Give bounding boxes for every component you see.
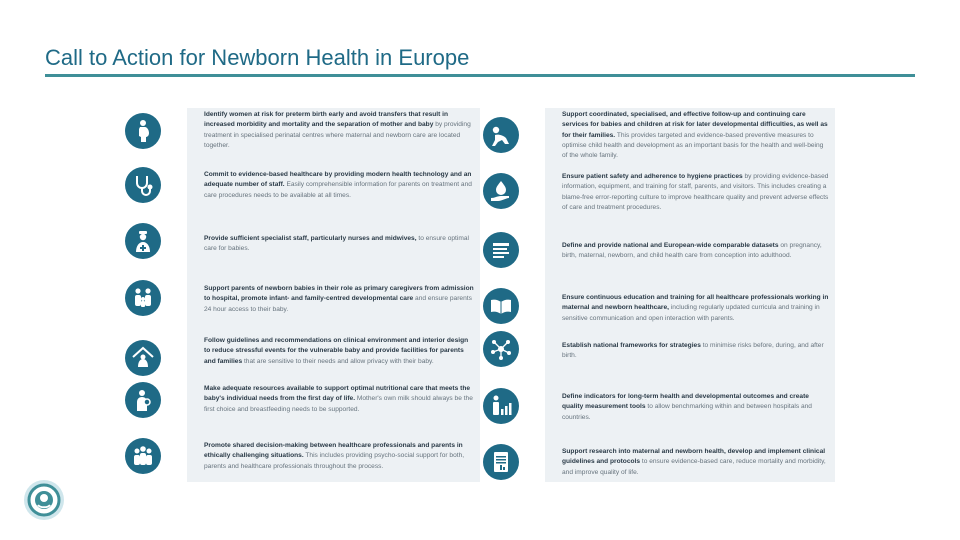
list-item: Promote shared decision-making between healthcare professionals and parents in ethically challenging situations. This includes providing psycho-social support for both, parents and healthcare professionals throughout the process. bbox=[204, 442, 465, 470]
list-item: Ensure continuous education and training for all healthcare professionals working in maternal and newborn healthcare, including regularly updated curricula and training in sensitive communication and open interaction with parents. bbox=[562, 294, 829, 322]
list-item: Follow guidelines and recommendations on clinical environment and interior design to reduce stressful events for the vulnerable baby and provide facilities for parents and families that are sensitive to their needs and allow privacy with their baby. bbox=[204, 337, 469, 365]
list-item: Commit to evidence-based healthcare by providing modern health technology and an adequate number of staff. Easily comprehensible information for parents on treatment and care procedures needs to be available at all times. bbox=[204, 171, 472, 199]
list-item: Define and provide national and European-wide comparable datasets on pregnancy, birth, maternal, newborn, and child health care from conception into adulthood. bbox=[562, 242, 822, 260]
network-icon bbox=[483, 331, 519, 367]
nurse-icon bbox=[125, 223, 161, 259]
organization-logo-icon bbox=[22, 478, 66, 522]
slide-title: Call to Action for Newborn Health in Europe bbox=[45, 45, 470, 70]
list-item: Provide sufficient specialist staff, particularly nurses and midwives, to ensure optimal care for babies. bbox=[204, 235, 469, 253]
list-item: Support coordinated, specialised, and effective follow-up and continuing care services for babies and children at risk for later developmental difficulties, as well as for their families. This provides targeted and evidence-based preventive measures to optimise child health and development as an important basis for the health and well-being of the whole family. bbox=[562, 111, 828, 160]
dataset-icon bbox=[483, 232, 519, 268]
home-baby-icon bbox=[125, 340, 161, 376]
hand-drop-icon bbox=[483, 173, 519, 209]
pregnant-woman-icon bbox=[125, 113, 161, 149]
right-actions-panel bbox=[545, 108, 835, 482]
list-item: Identify women at risk for preterm birth early and avoid transfers that result in increased morbidity and mortality and the separation of mother and baby by providing treatment in specialised perinatal centres where maternal and newborn care are located together. bbox=[204, 111, 471, 149]
book-icon bbox=[483, 288, 519, 324]
list-item: Make adequate resources available to support optimal nutritional care that meets the baby's individual needs from the first day of life. Mother's own milk should always be the first choice and breastfeeding needs to be supported. bbox=[204, 385, 473, 413]
breastfeeding-icon bbox=[125, 382, 161, 418]
people-group-icon bbox=[125, 438, 161, 474]
bar-chart-icon bbox=[483, 388, 519, 424]
list-item: Support parents of newborn babies in their role as primary caregivers from admission to hospital, promote infant- and family-centred developmental care and ensure parents 24 hour access to their baby. bbox=[204, 285, 474, 313]
list-item: Support research into maternal and newborn health, develop and implement clinical guidelines and protocols to ensure evidence-based care, reduce mortality and morbidity, and improve quality of life. bbox=[562, 448, 826, 476]
left-actions-panel bbox=[187, 108, 480, 482]
stethoscope-icon bbox=[125, 167, 161, 203]
list-item: Establish national frameworks for strategies to minimise risks before, during, and after birth. bbox=[562, 342, 824, 360]
list-item: Define indicators for long-term health and developmental outcomes and create quality measurement tools to allow benchmarking within and between hospitals and countries. bbox=[562, 393, 812, 421]
crawling-baby-icon bbox=[483, 117, 519, 153]
family-icon bbox=[125, 280, 161, 316]
title-underline bbox=[45, 74, 915, 77]
document-icon bbox=[483, 444, 519, 480]
list-item: Ensure patient safety and adherence to hygiene practices by providing evidence-based information, equipment, and training for staff, parents, and visitors. This includes creating a blame-free error-reporting culture to improve healthcare quality and prevent adverse effects of care and treatment procedures. bbox=[562, 173, 829, 211]
